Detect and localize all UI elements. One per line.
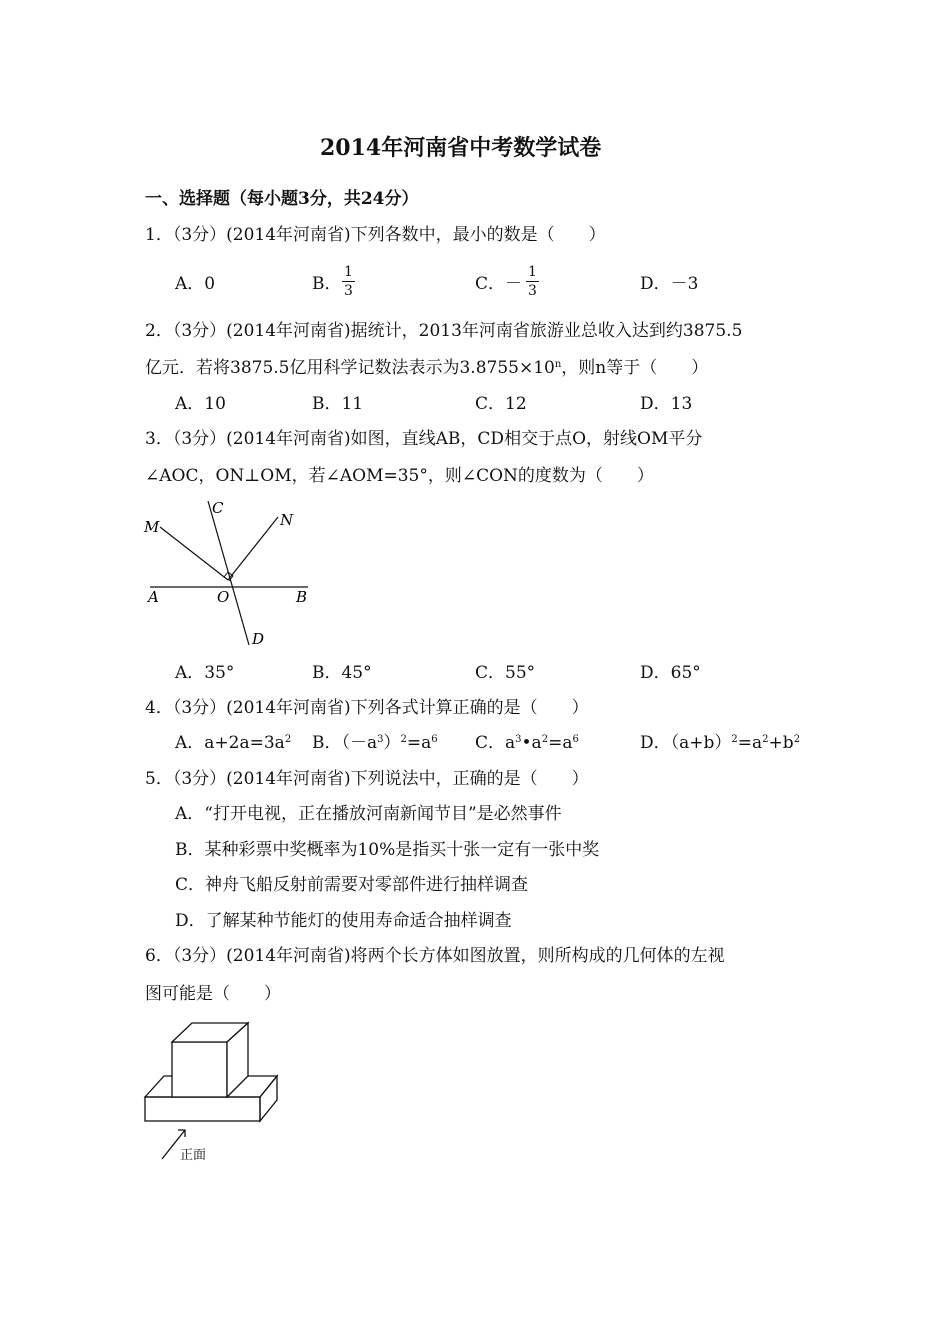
q5-option-b: B．某种彩票中奖概率为10%是指买十张一定有一张中奖 <box>175 840 600 860</box>
q6-cuboid-figure <box>140 1015 300 1170</box>
q1-option-b: B． <box>312 274 342 294</box>
q1-option-c: C．－ <box>475 274 523 294</box>
q2-option-d: D．13 <box>640 394 693 414</box>
superscript: 6 <box>572 734 579 745</box>
question-3-line-1: 3．（3分）(2014年河南省)如图，直线AB，CD相交于点O，射线OM平分 <box>145 429 703 449</box>
text: =a <box>406 733 432 753</box>
text: B．（－a <box>312 733 378 753</box>
q5-option-a: A．“打开电视，正在播放河南新闻节目”是必然事件 <box>175 804 562 824</box>
superscript: 6 <box>431 734 438 745</box>
superscript: 2 <box>762 734 769 745</box>
q3-option-a: A．35° <box>175 663 235 683</box>
fraction-denominator: 3 <box>344 283 353 299</box>
superscript: 3 <box>515 734 522 745</box>
q1-option-d: D．－3 <box>640 274 699 294</box>
ray-on <box>228 517 278 580</box>
q1-option-c-fraction <box>526 265 539 298</box>
page-title: 2014年河南省中考数学试卷 <box>320 135 602 161</box>
text: ） <box>383 733 401 753</box>
q4-option-a <box>175 735 291 752</box>
question-5-stem: 5．（3分）(2014年河南省)下列说法中，正确的是（ ） <box>145 769 589 789</box>
text: =a <box>548 733 573 753</box>
bottom-cuboid-side <box>260 1076 277 1121</box>
superscript: 3 <box>377 734 384 745</box>
q2-option-a: A．10 <box>175 394 226 414</box>
q4-option-d <box>640 735 800 752</box>
superscript: 2 <box>793 734 801 745</box>
text: •a <box>521 733 542 753</box>
question-6-line-1: 6．（3分）(2014年河南省)将两个长方体如图放置，则所构成的几何体的左视 <box>145 946 725 966</box>
label-o: O <box>217 588 230 606</box>
superscript: 2 <box>284 734 292 745</box>
text: C．a <box>475 733 516 753</box>
q4-option-b <box>312 735 438 752</box>
question-6-line-2: 图可能是（ ） <box>145 984 281 1004</box>
q5-option-c: C．神舟飞船反射前需要对零部件进行抽样调查 <box>175 875 529 895</box>
q3-geometry-figure <box>140 495 320 655</box>
text: A．a+2a=3a <box>175 733 285 753</box>
question-4-stem: 4．（3分）(2014年河南省)下列各式计算正确的是（ ） <box>145 698 589 718</box>
question-1-stem: 1．（3分）(2014年河南省)下列各数中，最小的数是（ ） <box>145 225 606 245</box>
text: D．（a+b） <box>640 733 732 753</box>
front-view-label: 正面 <box>180 1148 207 1163</box>
superscript: 2 <box>400 734 407 745</box>
fraction-numerator: 1 <box>344 264 353 280</box>
text: 亿元．若将3875.5亿用科学记数法表示为3.8755×10 <box>145 358 555 378</box>
label-d: D <box>252 630 265 648</box>
fraction-denominator: 3 <box>528 283 537 299</box>
label-m: M <box>144 518 160 536</box>
q2-option-c: C．12 <box>475 394 527 414</box>
section-heading: 一、选择题（每小题3分，共24分） <box>145 189 419 209</box>
label-b: B <box>296 588 308 606</box>
q5-option-d: D．了解某种节能灯的使用寿命适合抽样调查 <box>175 911 512 931</box>
superscript: 2 <box>731 734 738 745</box>
label-c: C <box>212 499 224 517</box>
q3-option-d: D．65° <box>640 663 701 683</box>
label-n: N <box>280 511 294 529</box>
question-3-line-2: ∠AOC，ON⊥OM，若∠AOM=35°，则∠CON的度数为（ ） <box>145 466 654 486</box>
q3-option-b: B．45° <box>312 663 372 683</box>
q3-option-c: C．55° <box>475 663 536 683</box>
q1-option-a: A．0 <box>175 274 216 294</box>
top-cube-front <box>172 1042 227 1097</box>
label-a: A <box>148 588 159 606</box>
superscript: n <box>554 359 562 370</box>
bottom-cuboid-front <box>145 1097 260 1121</box>
superscript: 2 <box>541 734 549 745</box>
q1-option-b-fraction <box>342 265 355 298</box>
text: ，则n等于（ ） <box>561 358 709 378</box>
q4-option-c <box>475 735 579 752</box>
question-2-line-2 <box>145 360 708 377</box>
text: =a <box>737 733 763 753</box>
fraction-numerator: 1 <box>528 264 537 280</box>
q2-option-b: B．11 <box>312 394 364 414</box>
text: +b <box>768 733 794 753</box>
question-2-line-1: 2．（3分）(2014年河南省)据统计，2013年河南省旅游业总收入达到约3875.5 <box>145 321 743 341</box>
